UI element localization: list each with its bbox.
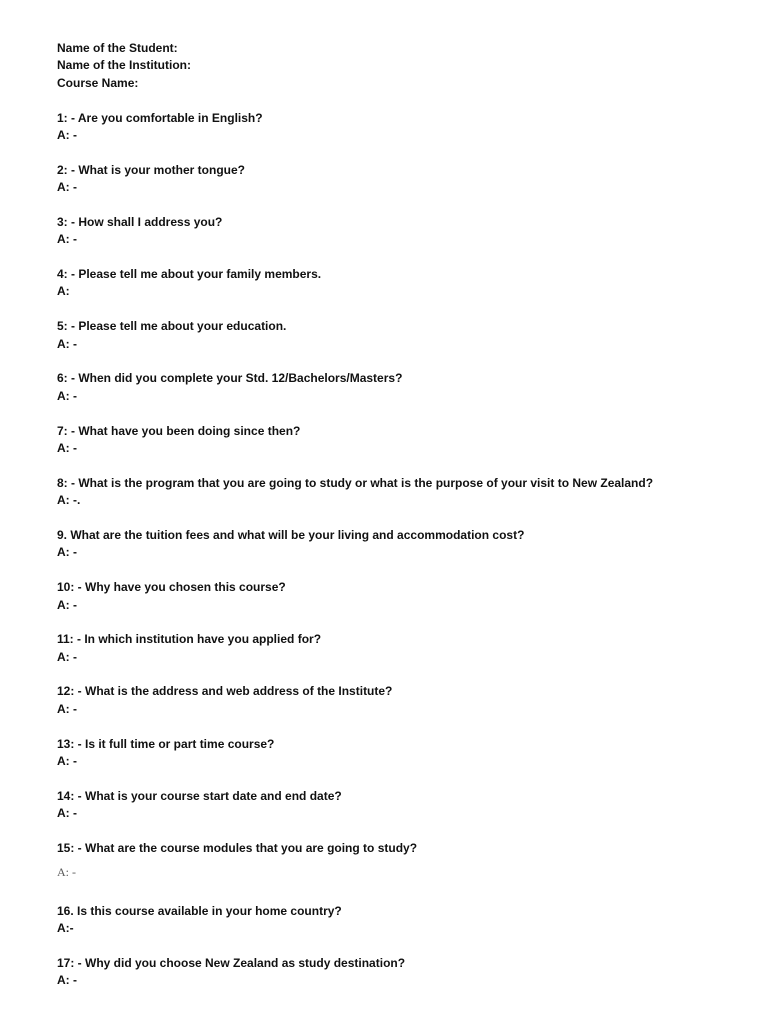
answer-10: A: - [57, 597, 77, 612]
qa-item-11 [57, 631, 768, 666]
question-2: 2: - What is your mother tongue? [57, 162, 245, 177]
answer-14: A: - [57, 806, 77, 821]
answer-1: A: - [57, 127, 77, 142]
answer-11: A: - [57, 649, 77, 664]
student-name-label: Name of the Student: [57, 41, 178, 55]
answer-4: A: [57, 284, 70, 299]
qa-item-6 [57, 370, 768, 405]
qa-item-16 [57, 903, 768, 938]
question-6: 6: - When did you complete your Std. 12/Bachelors/Masters? [57, 371, 403, 386]
qa-item-9 [57, 527, 768, 562]
answer-2: A: - [57, 180, 77, 195]
qa-item-4 [57, 266, 768, 301]
qa-item-15 [57, 840, 768, 882]
question-17: 17: - Why did you choose New Zealand as study destination? [57, 956, 406, 971]
answer-17: A: - [57, 973, 77, 988]
qa-item-12 [57, 683, 768, 718]
answer-12: A: - [57, 701, 77, 716]
qa-item-7 [57, 423, 768, 458]
question-5: 5: - Please tell me about your education. [57, 319, 287, 334]
question-12: 12: - What is the address and web address of the Institute? [57, 684, 393, 699]
question-3: 3: - How shall I address you? [57, 214, 223, 229]
question-13: 13: - Is it full time or part time course? [57, 736, 275, 751]
qa-item-2 [57, 162, 768, 197]
question-8: 8: - What is the program that you are going to study or what is the purpose of your visit to New Zealand? [57, 475, 654, 490]
answer-5: A: - [57, 336, 77, 351]
question-15: 15: - What are the course modules that you are going to study? [57, 840, 418, 855]
answer-7: A: - [57, 440, 77, 455]
answer-15: A: - [57, 865, 76, 880]
answer-16: A:- [57, 921, 74, 936]
question-9: 9. What are the tuition fees and what will be your living and accommodation cost? [57, 527, 525, 542]
qa-item-3 [57, 214, 768, 249]
institution-name-label: Name of the Institution: [57, 58, 191, 73]
qa-item-8 [57, 475, 768, 510]
student-info-header [57, 40, 768, 92]
question-16: 16. Is this course available in your home country? [57, 903, 342, 918]
question-14: 14: - What is your course start date and end date? [57, 788, 342, 803]
answer-3: A: - [57, 232, 77, 247]
qa-item-17 [57, 955, 768, 990]
answer-8: A: -. [57, 493, 81, 508]
course-name-label: Course Name: [57, 75, 139, 90]
answer-6: A: - [57, 388, 77, 403]
answer-13: A: - [57, 754, 77, 769]
qa-item-10 [57, 579, 768, 614]
answer-9: A: - [57, 545, 77, 560]
qa-item-14 [57, 788, 768, 823]
qa-item-1 [57, 110, 768, 145]
question-11: 11: - In which institution have you applied for? [57, 632, 322, 647]
question-4: 4: - Please tell me about your family members. [57, 267, 322, 282]
question-1: 1: - Are you comfortable in English? [57, 110, 263, 125]
qa-item-13 [57, 736, 768, 771]
question-10: 10: - Why have you chosen this course? [57, 580, 286, 595]
qa-item-5 [57, 318, 768, 353]
question-7: 7: - What have you been doing since then? [57, 423, 301, 438]
